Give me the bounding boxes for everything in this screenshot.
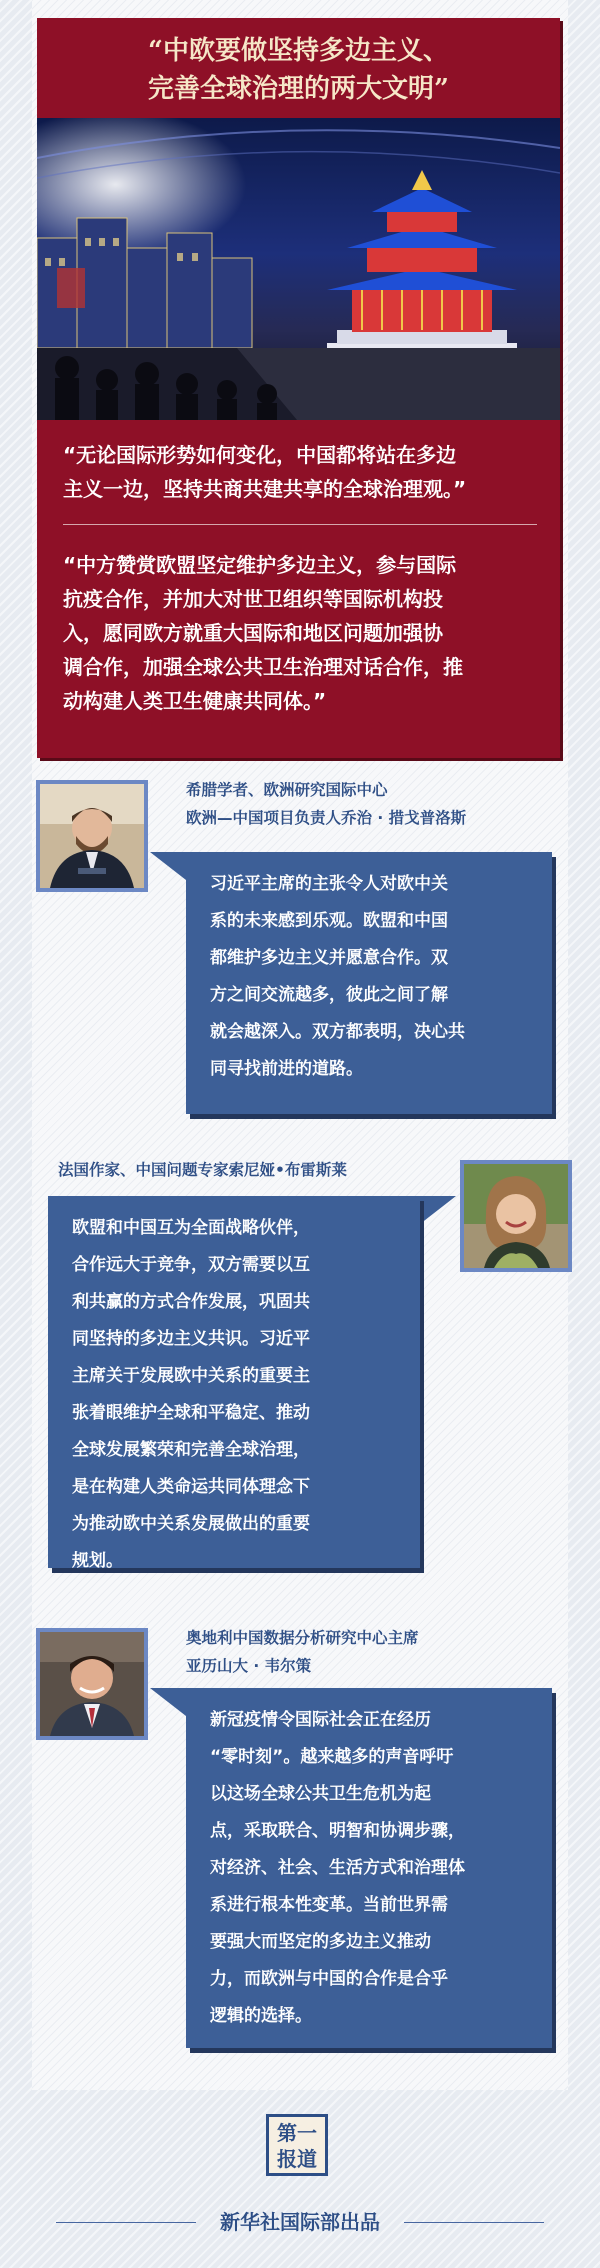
speaker-title-line: 奥地利中国数据分析研究中心主席 bbox=[186, 1629, 419, 1647]
bubble-line: 合作远大于竞争，双方需要以互 bbox=[72, 1255, 310, 1275]
seal-line: 报道 bbox=[277, 2147, 317, 2171]
speaker-title-line: 法国作家、中国问题专家索尼娅•布雷斯莱 bbox=[58, 1161, 347, 1179]
speaker-title-line: 欧洲—中国项目负责人乔治 · 措戈普洛斯 bbox=[186, 809, 467, 827]
speaker-3-portrait bbox=[36, 1628, 148, 1740]
bubble-line: 都维护多边主义并愿意合作。双 bbox=[210, 948, 448, 968]
quote-line: 调合作，加强全球公共卫生治理对话合作，推 bbox=[63, 655, 463, 679]
headline-line: “中欧要做坚持多边主义、 bbox=[148, 36, 449, 66]
bubble-line: 欧盟和中国互为全面战略伙伴， bbox=[72, 1218, 310, 1238]
bubble-line: 是在构建人类命运共同体理念下 bbox=[72, 1477, 310, 1497]
footer-credit: 新华社国际部出品 bbox=[220, 2210, 380, 2234]
quote-line: “无论国际形势如何变化，中国都将站在多边 bbox=[63, 443, 457, 467]
quote-line: 主义一边，坚持共商共建共享的全球治理观。” bbox=[63, 477, 467, 501]
headline-line: 完善全球治理的两大文明” bbox=[148, 74, 449, 104]
seal-line: 第一 bbox=[277, 2121, 317, 2145]
first-report-seal bbox=[266, 2114, 328, 2176]
quote-line: 动构建人类卫生健康共同体。” bbox=[63, 689, 327, 713]
quote-line: “中方赞赏欧盟坚定维护多边主义，参与国际 bbox=[63, 553, 457, 577]
bubble-line: 利共赢的方式合作发展，巩固共 bbox=[72, 1292, 310, 1312]
bubble-line: 同坚持的多边主义共识。习近平 bbox=[72, 1329, 310, 1349]
speaker-2-title bbox=[58, 1156, 347, 1184]
bubble-line: 对经济、社会、生活方式和治理体 bbox=[210, 1858, 465, 1878]
speaker-1-quote-bubble bbox=[186, 852, 552, 1114]
bubble-line: 系的未来感到乐观。欧盟和中国 bbox=[210, 911, 448, 931]
speaker-2-quote-bubble bbox=[48, 1196, 420, 1571]
speaker-2-photo bbox=[464, 1164, 568, 1268]
bubble-line: 全球发展繁荣和完善全球治理， bbox=[72, 1440, 310, 1460]
theater-photo bbox=[37, 118, 560, 420]
headline-panel bbox=[37, 18, 560, 758]
divider bbox=[63, 524, 537, 525]
bubble-line: 为推动欧中关系发展做出的重要 bbox=[72, 1514, 310, 1534]
bubble-line: 方之间交流越多，彼此之间了解 bbox=[210, 985, 448, 1005]
speaker-2-portrait bbox=[460, 1160, 572, 1272]
bubble-line: 就会越深入。双方都表明，决心共 bbox=[210, 1022, 465, 1042]
bubble-tail bbox=[150, 1688, 186, 1716]
bubble-line: “零时刻”。越来越多的声音呼吁 bbox=[210, 1747, 454, 1767]
speaker-1-photo bbox=[40, 784, 144, 888]
speaker-title-line: 希腊学者、欧洲研究国际中心 bbox=[186, 781, 388, 799]
bubble-tail bbox=[420, 1196, 456, 1224]
bubble-line: 系进行根本性变革。当前世界需 bbox=[210, 1895, 448, 1915]
quote-line: 入，愿同欧方就重大国际和地区问题加强协 bbox=[63, 621, 443, 645]
quote-line: 抗疫合作，并加大对世卫组织等国际机构投 bbox=[63, 587, 443, 611]
bubble-tail bbox=[150, 852, 186, 880]
speaker-1-title bbox=[186, 776, 466, 832]
bubble-line: 点，采取联合、明智和协调步骤， bbox=[210, 1821, 465, 1841]
bubble-line: 要强大而坚定的多边主义推动 bbox=[210, 1932, 431, 1952]
temple-of-heaven-projection-image bbox=[37, 118, 560, 420]
headline-title bbox=[37, 32, 560, 108]
bubble-line: 逻辑的选择。 bbox=[210, 2006, 312, 2026]
bubble-line: 力，而欧洲与中国的合作是合乎 bbox=[210, 1969, 448, 1989]
quote-block-2 bbox=[63, 548, 543, 718]
bubble-line: 以这场全球公共卫生危机为起 bbox=[210, 1784, 431, 1804]
speaker-3-quote-bubble bbox=[186, 1688, 552, 2048]
quote-block-1 bbox=[63, 438, 543, 506]
bubble-line: 新冠疫情令国际社会正在经历 bbox=[210, 1710, 431, 1730]
bubble-line: 主席关于发展欧中关系的重要主 bbox=[72, 1366, 310, 1386]
speaker-3-photo bbox=[40, 1632, 144, 1736]
bubble-line: 同寻找前进的道路。 bbox=[210, 1059, 363, 1079]
bubble-line: 规划。 bbox=[72, 1551, 123, 1571]
bubble-line: 张着眼维护全球和平稳定、推动 bbox=[72, 1403, 310, 1423]
bubble-line: 习近平主席的主张令人对欧中关 bbox=[210, 874, 448, 894]
speaker-3-title bbox=[186, 1624, 419, 1680]
speaker-1-portrait bbox=[36, 780, 148, 892]
speaker-title-line: 亚历山大 · 韦尔策 bbox=[186, 1657, 312, 1675]
